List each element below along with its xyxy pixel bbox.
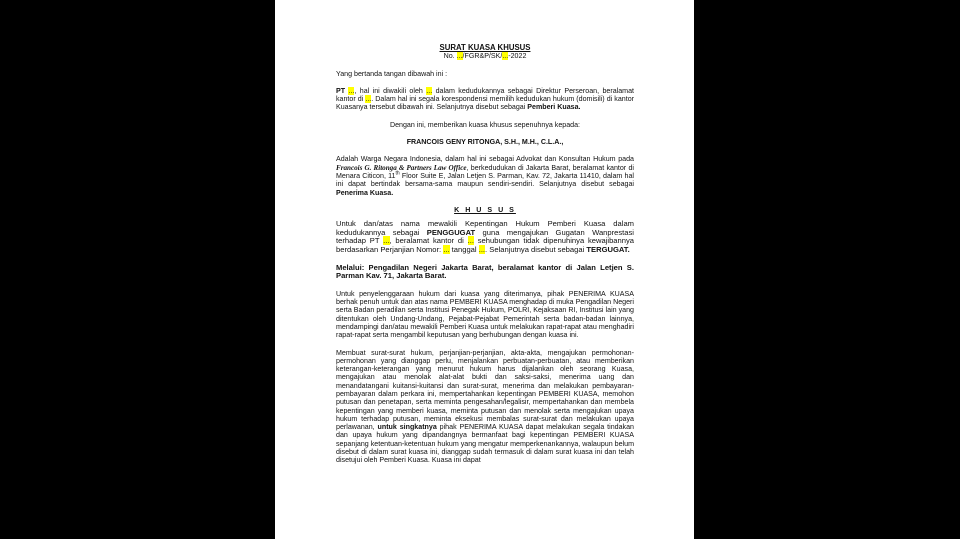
grant-line: Dengan ini, memberikan kuasa khusus sepenuhnya kepada: (389, 120, 581, 129)
purpose-paragraph: Untuk dan/atas nama mewakili Kepentingan Hukum Pemberi Kuasa dalam kedudukannya sebagai PENGGUGAT guna mengajukan Gugatan Wanprestasi terhadap PT ..., beralamat kantor di ... sehubungan tidak dipenuhinya kewajibannya berdasarkan Perjanjian Nomor: ... tanggal .... Selanjutnya disebut sebagai TERGUGAT. (336, 219, 634, 254)
powers-paragraph: Membuat surat-surat hukum, perjanjian-perjanjian, akta-akta, mengajukan permohonan-permohonan yang dianggap perlu, menjalankan perbuatan-perbuatan, atau memberikan keterangan-keterangan yang menurut hukum harus dijalankan oleh seorang Kuasa, mengajukan atau menolak alat-alat bukti dan saksi-saksi, menerima uang dan menandatangani kuitansi-kuitansi dan surat-surat, menerima dan melakukan pembayaran-pembayaran dalam perkara ini, mempertahankan kepentingan PEMBERI KUASA, memohon putusan dan penetapan, serta meminta pengesahan/legalisir, mempertahankan dan membela kepentingan yang memberi kuasa, meminta putusan dan menolak serta mengajukan upaya hukum terhadap putusan, meminta eksekusi membalas surat-surat dan melakukan upaya perlawanan, untuk singkatnya pihak PENERIMA KUASA dapat melakukan segala tindakan dan upaya hukum yang dipandangnya bermanfaat bagi kepentingan PEMBERI KUASA sepanjang ketentuan-ketentuan hukum yang mengatur memperkenankannya, walaupun belum disebut di dalam surat kuasa ini, dianggap sudah termasuk di dalam surat kuasa ini dan telah disetujui oleh Pemberi Kuasa. Kuasa ini dapat (336, 348, 634, 465)
grantor-paragraph: PT ..., hal ini diwakili oleh ... dalam kedudukannya sebagai Direktur Perseroan, beralamat kantor di .... Dalam hal ini segala korespondensi memilih kedudukan hukum (domisili) di kantor Kuasanya tersebut dibawah ini. Selanjutnya disebut sebagai Pemberi Kuasa. (336, 86, 635, 112)
court-paragraph: Melalui: Pengadilan Negeri Jakarta Barat, beralamat kantor di Jalan Letjen S. Parman Kav. 71, Jakarta Barat. (336, 262, 634, 281)
document-body (336, 44, 634, 465)
intro-line: Yang bertanda tangan dibawah ini : (336, 69, 448, 78)
document-number: No. .../FGR&P/SK/...-2022 (443, 52, 527, 61)
document-title: SURAT KUASA KHUSUS (439, 43, 531, 52)
authority-paragraph: Untuk penyelenggaraan hukum dari kuasa yang diterimanya, pihak PENERIMA KUASA berhak penuh untuk dan atas nama PEMBERI KUASA menghadap di muka Pengadilan Negeri serta Badan peradilan serta Institusi Penegak Hukum, POLRI, Kejaksaan RI, Institusi lain yang ditentukan oleh Undang-Undang, Pejabat-Pejabat Pemerintah serta badan-badan lainnya, mendampingi dan/atau mewakili Pemberi Kuasa untuk melakukan rapat-rapat atau menghadiri rapat-rapat serta mengambil keputusan yang berhubungan dengan kuasa ini. (336, 289, 634, 340)
attorney-name: FRANCOIS GENY RITONGA, S.H., M.H., C.L.A., (406, 138, 564, 147)
document-page (275, 0, 694, 539)
attorney-paragraph: Adalah Warga Negara Indonesia, dalam hal ini sebagai Advokat dan Konsultan Hukum pada Francois G. Ritonga & Partners Law Office, berkedudukan di Jakarta Barat, beralamat kantor di Menara Citicon, 11th Floor Suite E, Jalan Letjen S. Parman, Kav. 72, Jakarta 11410, dalam hal ini dapat bertindak bersama-sama maupun sendiri-sendiri. Selanjutnya disebut sebagai Penerima Kuasa. (336, 155, 635, 197)
khusus-heading: K H U S U S (454, 205, 516, 214)
